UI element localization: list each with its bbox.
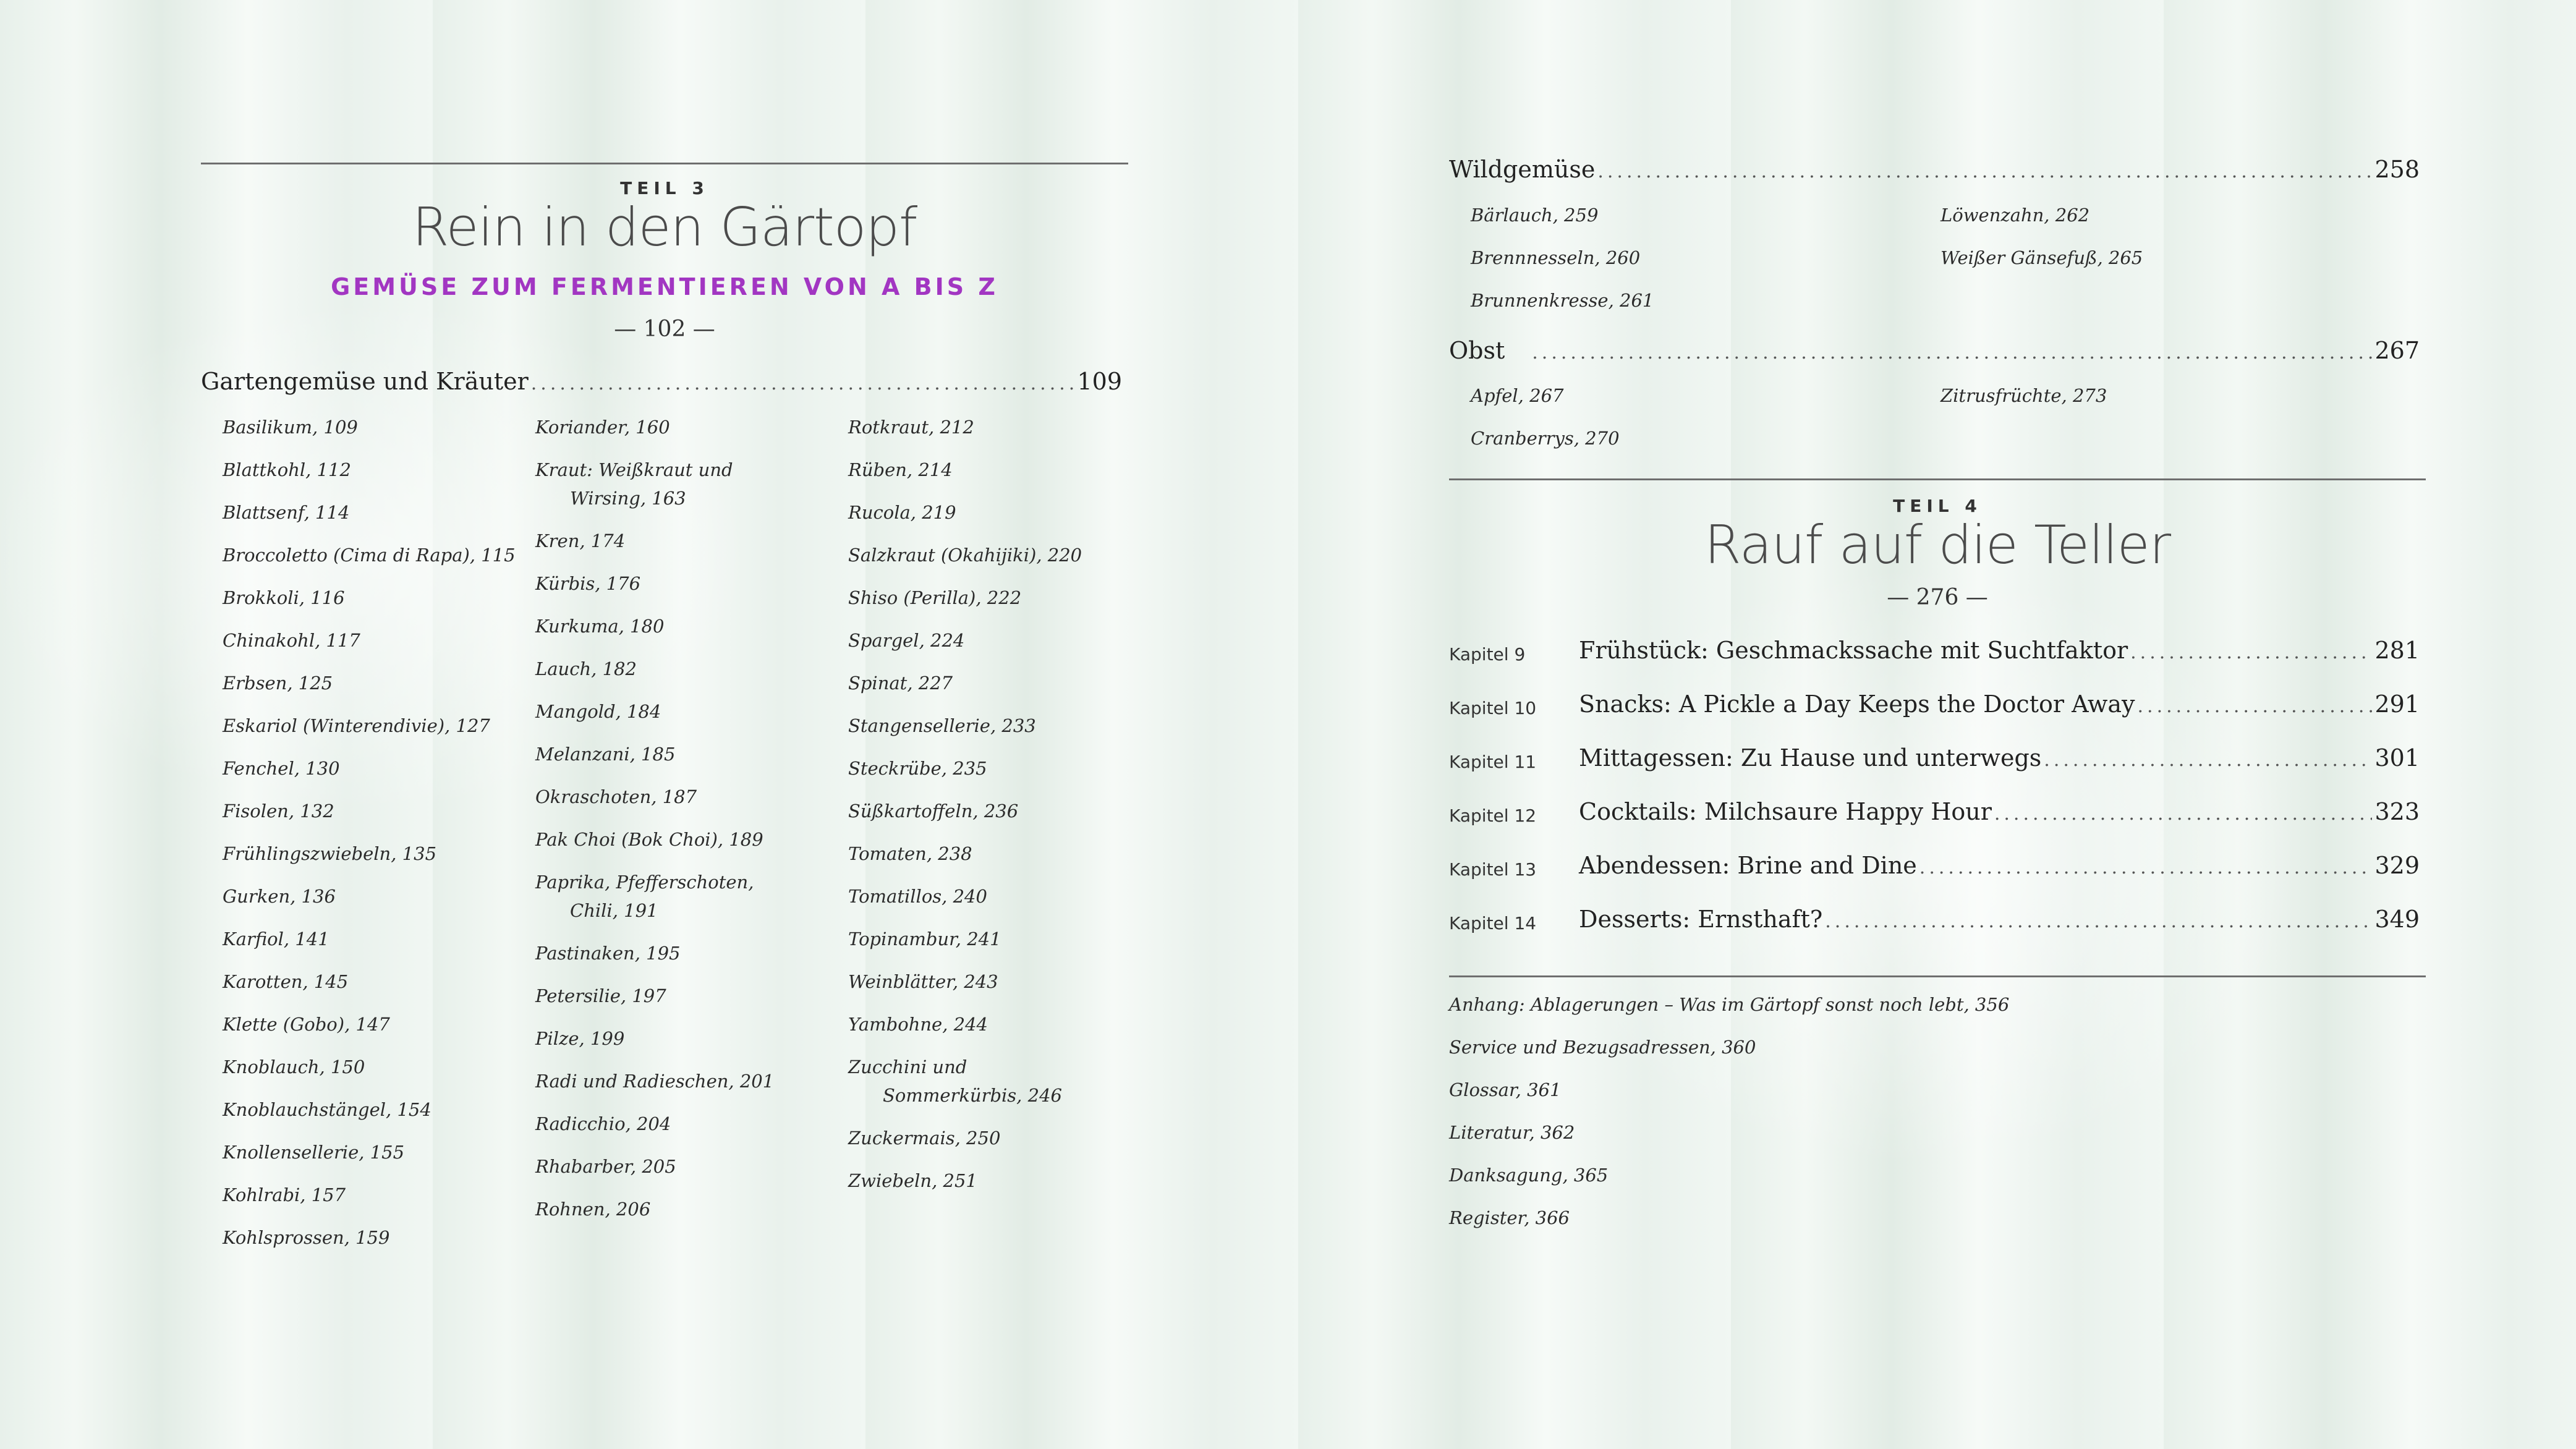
list-item[interactable]: Klette (Gobo), 147 <box>223 1014 390 1035</box>
list-item[interactable]: Brokkoli, 116 <box>223 587 345 608</box>
section-title: Gartengemüse und Kräuter <box>201 368 529 395</box>
kapitel-row[interactable] <box>1579 852 2420 879</box>
list-item[interactable]: Rotkraut, 212 <box>848 417 974 438</box>
list-item[interactable]: Weinblätter, 243 <box>848 971 998 992</box>
list-item[interactable]: Pilze, 199 <box>535 1028 625 1049</box>
kapitel-title: Mittagessen: Zu Hause und unterwegs <box>1579 744 2042 771</box>
dot-leader <box>2130 642 2372 663</box>
list-item[interactable]: Mangold, 184 <box>535 701 661 722</box>
list-item[interactable]: Karotten, 145 <box>223 971 349 992</box>
list-item[interactable]: Kurkuma, 180 <box>535 616 665 637</box>
list-item[interactable]: Kren, 174 <box>535 530 626 551</box>
section-wildgemuese[interactable] <box>1449 156 2420 183</box>
list-item[interactable]: Shiso (Perilla), 222 <box>848 587 1022 608</box>
kapitel-row[interactable] <box>1579 906 2420 933</box>
list-item[interactable]: Knoblauch, 150 <box>223 1056 365 1077</box>
toc-list-col1 <box>223 413 516 1266</box>
dot-leader <box>531 373 1075 394</box>
list-item[interactable]: Knoblauchstängel, 154 <box>223 1099 431 1120</box>
kapitel-label: Kapitel 9 <box>1449 644 1526 665</box>
list-item[interactable]: Pastinaken, 195 <box>535 943 681 964</box>
list-item[interactable]: Blattsenf, 114 <box>223 502 350 523</box>
kapitel-label: Kapitel 11 <box>1449 752 1537 772</box>
kapitel-label: Kapitel 12 <box>1449 805 1537 826</box>
kapitel-label: Kapitel 14 <box>1449 913 1537 933</box>
list-item[interactable]: Löwenzahn, 262 <box>1941 205 2090 226</box>
kapitel-title: Cocktails: Milchsaure Happy Hour <box>1579 798 1992 825</box>
kapitel-label: Kapitel 10 <box>1449 698 1537 718</box>
kapitel-row[interactable] <box>1579 744 2420 771</box>
list-item[interactable]: Brunnenkresse, 261 <box>1471 290 1654 311</box>
kapitel-row[interactable] <box>1579 798 2420 825</box>
teil-3-subtitle: GEMÜSE ZUM FERMENTIEREN VON A BIS Z <box>331 273 998 300</box>
kapitel-row[interactable] <box>1579 691 2420 718</box>
list-item[interactable]: Rüben, 214 <box>848 459 953 480</box>
section-obst[interactable] <box>1449 337 2420 364</box>
list-item[interactable]: Erbsen, 125 <box>223 673 333 694</box>
list-item[interactable]: Tomaten, 238 <box>848 843 972 864</box>
list-item[interactable]: Radicchio, 204 <box>535 1113 671 1134</box>
list-item[interactable]: Karfiol, 141 <box>223 928 329 950</box>
teil-4-label: TEIL 4 <box>1893 496 1982 516</box>
top-rule <box>201 163 1128 164</box>
list-item[interactable]: Melanzani, 185 <box>535 744 676 765</box>
list-item[interactable]: Topinambur, 241 <box>848 928 1001 950</box>
list-item[interactable]: Eskariol (Winterendivie), 127 <box>223 715 490 736</box>
list-item[interactable]: Literatur, 362 <box>1449 1122 1575 1143</box>
list-item[interactable]: Okraschoten, 187 <box>535 786 697 807</box>
list-item[interactable]: Basilikum, 109 <box>223 417 358 438</box>
dot-leader <box>1919 857 2373 878</box>
list-item[interactable]: Knollensellerie, 155 <box>223 1142 405 1163</box>
dot-leader <box>2138 695 2373 717</box>
toc-list-col3 <box>848 413 1082 1209</box>
list-item-continued[interactable]: Sommerkürbis, 246 <box>883 1085 1062 1106</box>
list-item[interactable]: Tomatillos, 240 <box>848 886 987 907</box>
list-item[interactable]: Kürbis, 176 <box>535 573 641 594</box>
list-item[interactable]: Apfel, 267 <box>1471 385 1564 406</box>
right-page <box>1288 0 2576 1449</box>
list-item[interactable]: Chinakohl, 117 <box>223 630 360 651</box>
list-item[interactable]: Register, 366 <box>1449 1207 1570 1228</box>
teil-4-page: — 276 — <box>1887 585 1988 610</box>
kapitel-label: Kapitel 13 <box>1449 859 1537 880</box>
dot-leader <box>1994 803 2373 825</box>
list-item-continued[interactable]: Wirsing, 163 <box>570 488 686 509</box>
list-item[interactable]: Lauch, 182 <box>535 658 637 679</box>
dot-leader <box>2044 749 2372 771</box>
list-item[interactable]: Rucola, 219 <box>848 502 956 523</box>
list-item[interactable]: Brennnesseln, 260 <box>1471 247 1641 268</box>
kapitel-page: 323 <box>2374 798 2420 825</box>
kapitel-page: 281 <box>2374 637 2420 664</box>
list-item[interactable]: Radi und Radieschen, 201 <box>535 1071 775 1092</box>
list-item[interactable]: Paprika, Pfefferschoten, <box>535 872 754 893</box>
list-item[interactable]: Rohnen, 206 <box>535 1199 651 1220</box>
section-title: Wildgemüse <box>1449 156 1596 183</box>
list-item[interactable]: Zwiebeln, 251 <box>848 1170 977 1191</box>
list-item[interactable]: Zitrusfrüchte, 273 <box>1941 385 2107 406</box>
list-item[interactable]: Kraut: Weißkraut und <box>535 459 733 480</box>
list-item[interactable]: Service und Bezugsadressen, 360 <box>1449 1037 1756 1058</box>
list-item[interactable]: Anhang: Ablagerungen – Was im Gärtopf sonst noch lebt, 356 <box>1449 994 2010 1015</box>
kapitel-title: Abendessen: Brine and Dine <box>1579 852 1917 879</box>
list-item[interactable]: Bärlauch, 259 <box>1471 205 1599 226</box>
dot-leader <box>1825 911 2372 932</box>
list-item[interactable]: Petersilie, 197 <box>535 985 666 1006</box>
list-item[interactable]: Zuckermais, 250 <box>848 1128 1001 1149</box>
list-item[interactable]: Rhabarber, 205 <box>535 1156 676 1177</box>
teil-4-title: Rauf auf die Teller <box>1704 514 2171 576</box>
list-item[interactable]: Weißer Gänsefuß, 265 <box>1941 247 2143 268</box>
list-item[interactable]: Frühlingszwiebeln, 135 <box>223 843 437 864</box>
list-item[interactable]: Blattkohl, 112 <box>223 459 351 480</box>
divider-rule <box>1449 975 2426 977</box>
list-item[interactable]: Cranberrys, 270 <box>1471 428 1620 449</box>
section-page: 109 <box>1077 368 1122 395</box>
list-item[interactable]: Glossar, 361 <box>1449 1079 1562 1100</box>
list-item[interactable]: Fisolen, 132 <box>223 801 334 822</box>
list-item[interactable]: Gurken, 136 <box>223 886 336 907</box>
teil-3-title: Rein in den Gärtopf <box>412 197 917 258</box>
kapitel-row[interactable] <box>1579 637 2420 664</box>
divider-rule <box>1449 478 2426 480</box>
list-item[interactable]: Zucchini und <box>848 1056 967 1077</box>
list-item[interactable]: Kohlrabi, 157 <box>223 1184 346 1205</box>
kapitel-page: 301 <box>2374 744 2420 771</box>
kapitel-title: Snacks: A Pickle a Day Keeps the Doctor Away <box>1579 691 2135 718</box>
list-item[interactable]: Danksagung, 365 <box>1449 1165 1609 1186</box>
list-item[interactable]: Spinat, 227 <box>848 673 953 694</box>
list-item[interactable]: Pak Choi (Bok Choi), 189 <box>535 829 763 850</box>
section-page: 267 <box>2374 337 2420 364</box>
list-item[interactable]: Stangensellerie, 233 <box>848 715 1036 736</box>
list-item[interactable]: Kohlsprossen, 159 <box>223 1227 390 1248</box>
list-item[interactable]: Broccoletto (Cima di Rapa), 115 <box>223 545 516 566</box>
list-item[interactable]: Salzkraut (Okahijiki), 220 <box>848 545 1082 566</box>
section-gartengemuese[interactable] <box>201 368 1122 395</box>
kapitel-title: Frühstück: Geschmackssache mit Suchtfaktor <box>1579 637 2128 664</box>
list-item[interactable]: Koriander, 160 <box>535 417 670 438</box>
list-item[interactable]: Steckrübe, 235 <box>848 758 987 779</box>
kapitel-page: 291 <box>2374 691 2420 718</box>
list-item[interactable]: Süßkartoffeln, 236 <box>848 801 1019 822</box>
kapitel-page: 329 <box>2374 852 2420 879</box>
kapitel-title: Desserts: Ernsthaft? <box>1579 906 1823 933</box>
section-page: 258 <box>2374 156 2420 183</box>
dot-leader <box>1532 342 2372 363</box>
list-item[interactable]: Yambohne, 244 <box>848 1014 988 1035</box>
teil-3-page: — 102 — <box>614 317 715 342</box>
teil-3-label: TEIL 3 <box>620 178 709 198</box>
section-title: Obst <box>1449 337 1505 364</box>
toc-list-col2 <box>535 413 774 1238</box>
kapitel-page: 349 <box>2374 906 2420 933</box>
list-item[interactable]: Spargel, 224 <box>848 630 965 651</box>
dot-leader <box>1597 161 2372 182</box>
list-item[interactable]: Fenchel, 130 <box>223 758 340 779</box>
list-item-continued[interactable]: Chili, 191 <box>570 900 658 921</box>
